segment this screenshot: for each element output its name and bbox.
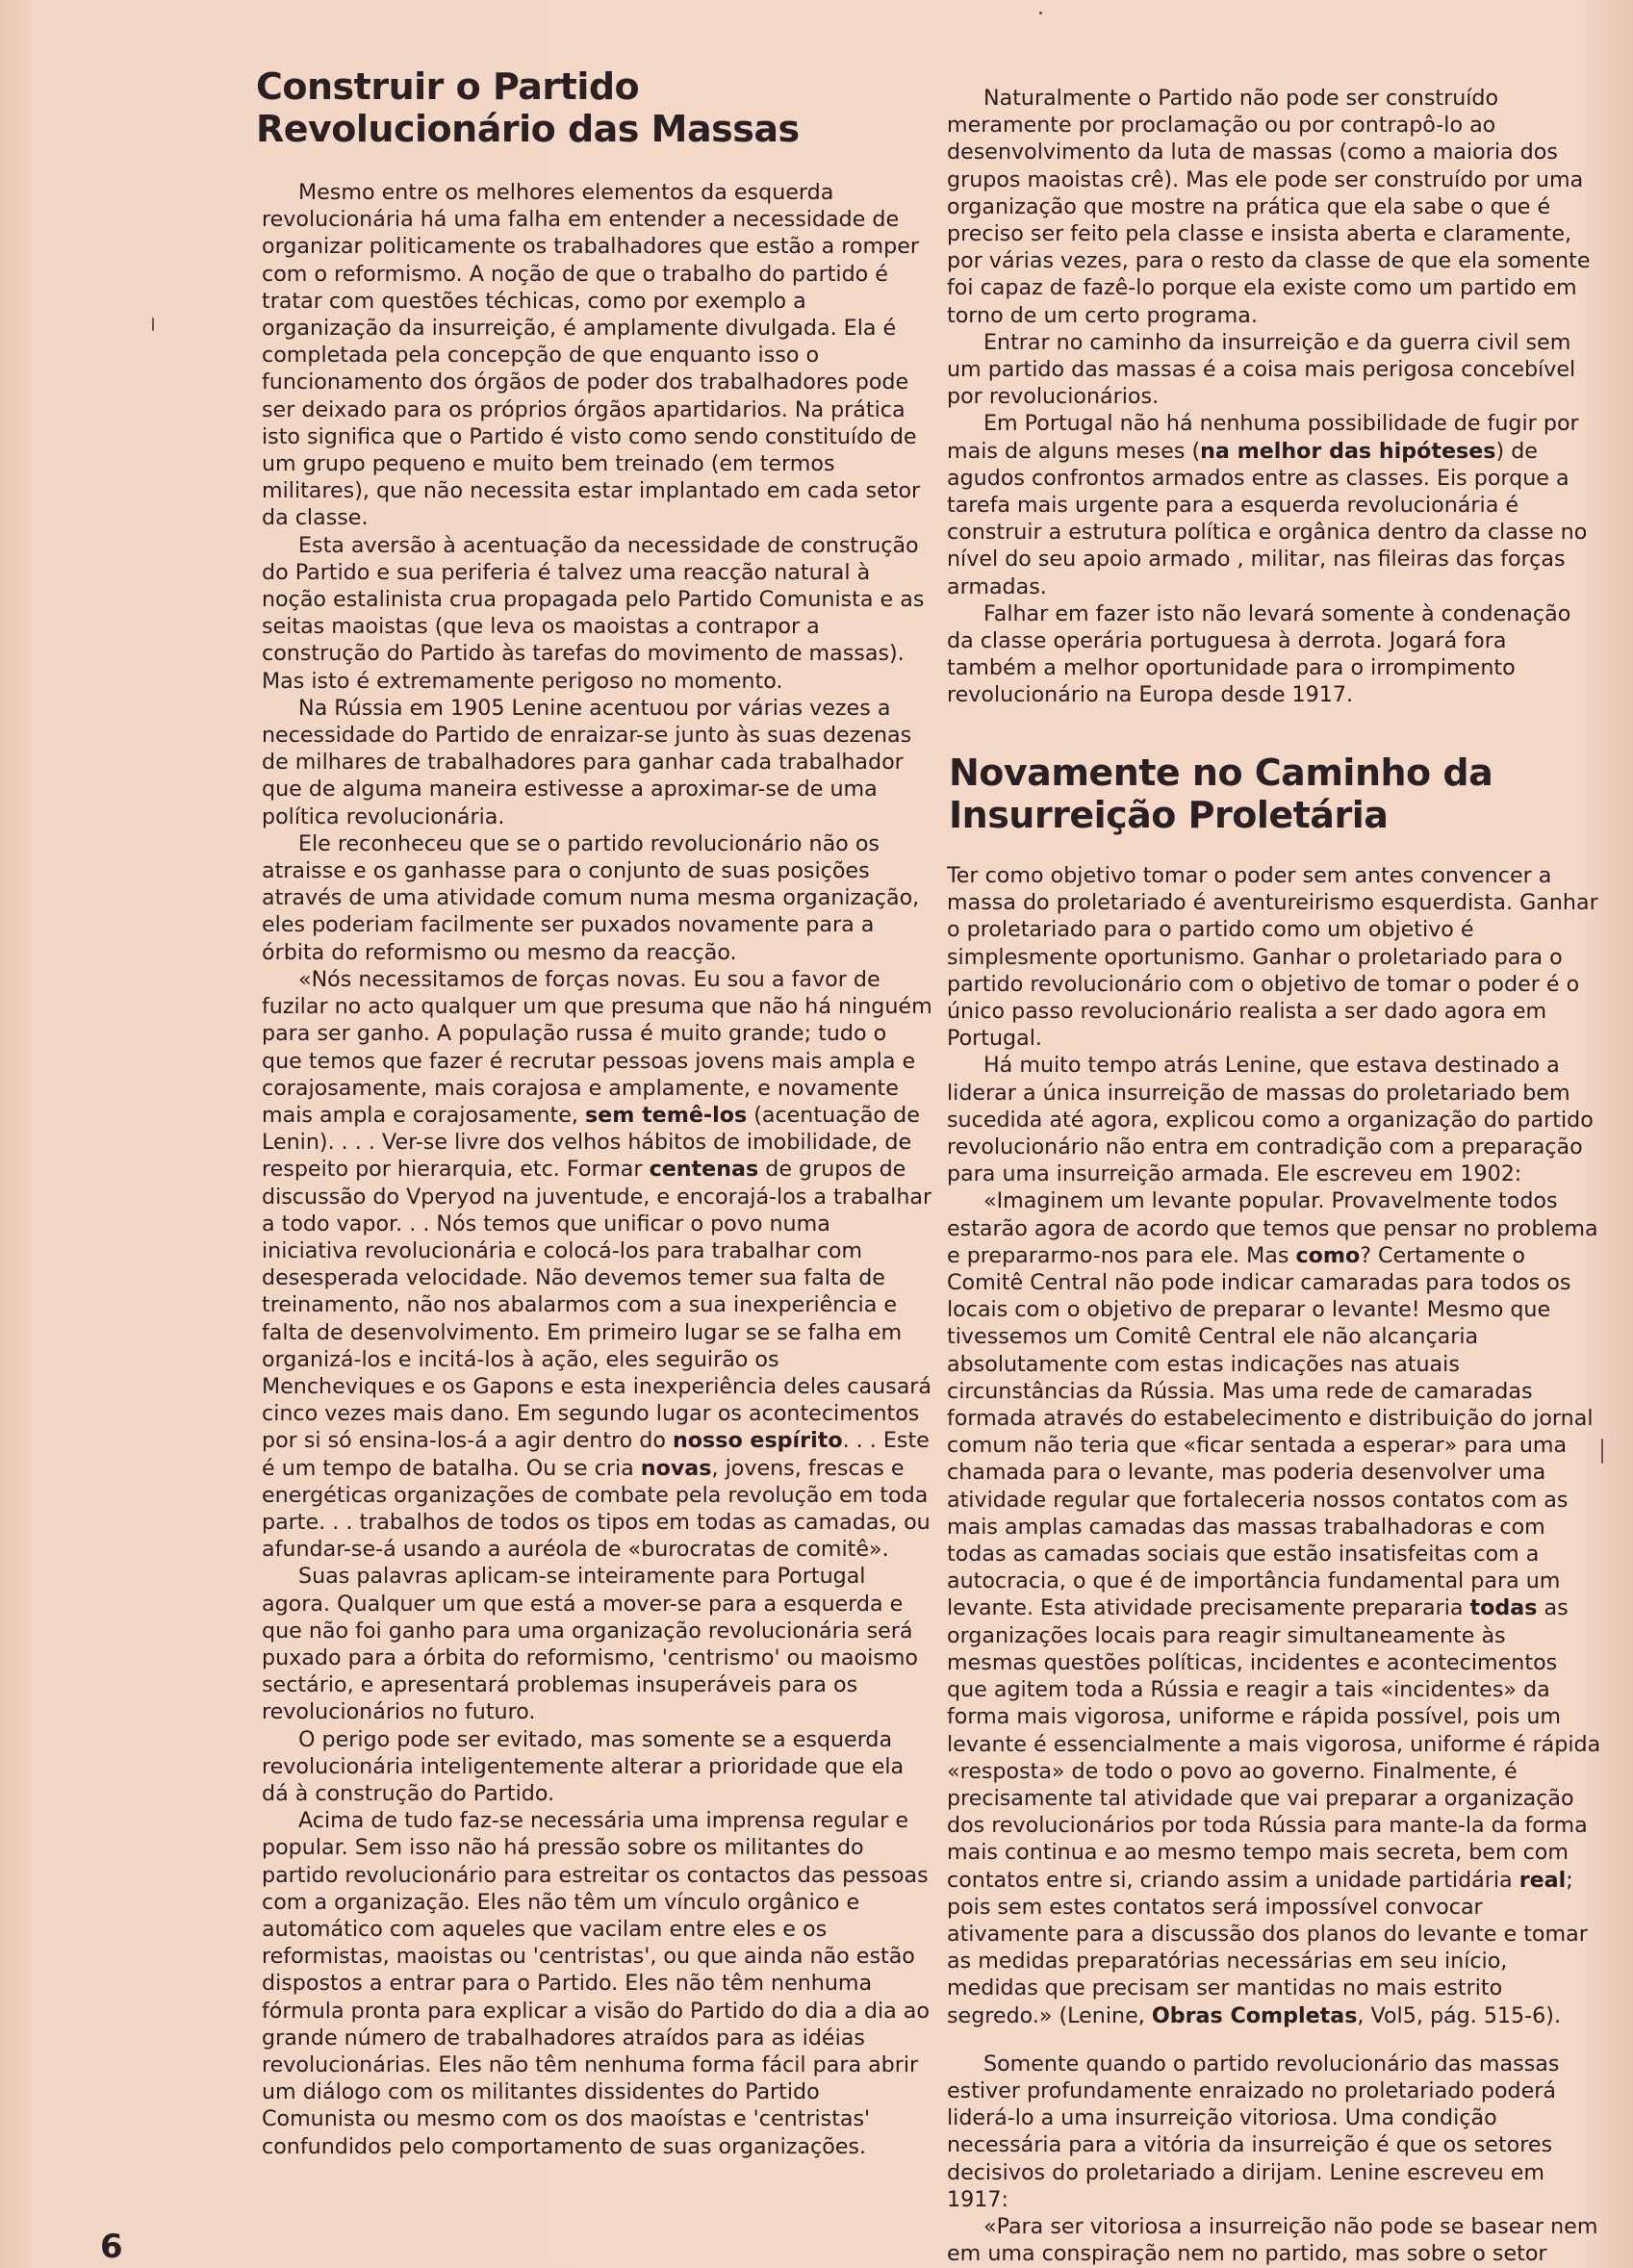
quote-emphasis: novas — [640, 1455, 712, 1481]
body-paragraph: Naturalmente o Partido não pode ser construído meramente por proclamação ou por contrapô-lo ao desenvolvimento da luta de massas (como a maioria dos grupos maoistas crê). Mas ele pode ser construído por uma organização que mostre na prática que ela sabe o que é preciso ser feito pela classe e insista aberta e claramente, por várias vezes, para o resto da classe de que ela somente foi capaz de fazê-lo porque ela existe como um partido em torno de um certo programa. — [947, 86, 1591, 328]
body-paragraph: Somente quando o partido revolucionário das massas estiver profundamente enraizado no proletariado poderá liderá-lo a uma insurreição vitoriosa. Uma condição necessária para a vitória da insurreição é que os setores decisivos do proletariado a dirijam. Lenine escreveu em 1917: — [947, 2051, 1560, 2212]
body-paragraph: Suas palavras aplicam-se inteiramente para Portugal agora. Qualquer um que está a mover-se para a esquerda e que não foi ganho para uma organização revolucionária será puxado para a órbita do reformismo, 'centrismo' ou maoismo sectário, e apresentará problemas insuperáveis para os revolucionários no futuro. — [262, 1564, 919, 1725]
print-speck — [152, 318, 154, 331]
lenin-quote — [262, 966, 932, 1563]
quote-text: ? Certamente o Comitê Central não pode indicar camaradas para todos os locais com o objetivo de preparar o levante! Mesmo que tivessemos um Comitê Central ele não alcançaria absolutamente com estas indicações nas atuais circunstâncias da Rússia. Mas uma rede de camaradas formada através do estabelecimento e distribuição do jornal comum não teria que «ficar sentada a esperar» para uma chamada para o levante, mas poderia desenvolver uma atividade regular que fortaleceria nossos contatos com as mais amplas camadas das massas trabalhadoras e com todas as camadas sociais que estão insatisfeitas com a autocracia, o que é de importância fundamental para um levante. Esta atividade precisamente prepararia — [947, 1242, 1594, 1621]
body-paragraph: Mesmo entre os melhores elementos da esquerda revolucionária há uma falha em entender a necessidade de organizar politicamente os trabalhadores que estão a romper com o reformismo. A noção de que o trabalho do partido é tratar com questões téchicas, como por exemplo a organização da insurreição, é amplamente divulgada. Ela é completada pela concepção de que enquanto isso o funcionamento dos órgãos de poder dos trabalhadores pode ser deixado para os próprios órgãos apartidarios. Na prática isto significa que o Partido é visto como sendo constituído de um grupo pequeno e muito bem treinado (em termos militares), que não necessita estar implantado em cada setor da classe. — [262, 180, 921, 531]
body-paragraph: Esta aversão à acentuação da necessidade de construção do Partido e sua periferia é talvez uma reacção natural à noção estalinista crua propagada pelo Partido Comunista e as seitas maoistas (que leva os maoistas a contrapor a construção do Partido às tarefas do movimento de massas). Mas isto é extremamente perigoso no momento. — [262, 532, 925, 694]
body-paragraph: «Para ser vitoriosa a insurreição não pode se basear nem em uma conspiração nem no partido, mas sobre o setor — [947, 2213, 1598, 2267]
quote-text: , jovens, frescas e energéticas organizações de combate pela revolução em toda parte. . . trabalhos de todos os tipos em todas as camadas, ou afundar-se-á usando a auréola de «burocratas de comitê». — [262, 1455, 931, 1563]
lenin-quote — [947, 1187, 1601, 2028]
quote-emphasis: todas — [1469, 1595, 1538, 1621]
quote-emphasis: como — [1295, 1242, 1361, 1268]
body-paragraph — [947, 410, 1601, 599]
quote-text: ; pois sem estes contatos será impossível convocar ativamente para a discussão dos planos do levante e tomar as medidas preparatórias necessárias em seu início, medidas que precisam ser mantidas no mais estrito segredo.» (Lenine, — [947, 1867, 1588, 2028]
right-column-top — [947, 85, 1601, 709]
body-paragraph: Na Rússia em 1905 Lenine acentuou por várias vezes a necessidade do Partido de enraizar-se junto às suas dezenas de milhares de trabalhadores para ganhar cada trabalhador que de alguma maneira estivesse a aproximar-se de uma política revolucionária. — [262, 695, 912, 829]
paragraph-emphasis: na melhor das hipóteses — [1200, 438, 1496, 464]
paragraph-text: Em Portugal não há nenhuma possibilidade de fugir por mais de alguns meses ( — [947, 411, 1579, 464]
quote-text: «Nós necessitamos de forças novas. Eu sou a favor de fuzilar no acto qualquer um que presuma que não há ninguém para ser ganho. A população russa é muito grande; tudo o que temos que fazer é recrutar pessoas jovens mais ampla e corajosamente, mais corajosa e amplamente, e novamente mais ampla e corajosamente, — [262, 966, 932, 1128]
section-title-right: Novamente no Caminho da Insurreição Proletária — [949, 752, 1493, 836]
body-paragraph: Falhar em fazer isto não levará somente à condenação da classe operária portuguesa à derrota. Jogará fora também a melhor oportunidade para o irrompimento revolucionário na Europa desde 1917. — [947, 600, 1571, 708]
quote-text: de grupos de discussão do Vperyod na juventude, e encorajá-los a trabalhar a todo vapor. . . Nós temos que unificar o povo numa iniciativa revolucionária e colocá-los para trabalhar com desesperada velocidade. Não devemos temer sua falta de treinamento, não nos abalarmos com a sua inexperiência e falta de desenvolvimento. Em primeiro lugar se se falha em organizá-los e incitá-los à ação, eles seguirão os Mencheviques e os Gapons e esta inexperiência deles causará cinco vezes mais dano. Em segundo lugar os acontecimentos por si só ensina-los-á a agir dentro do — [262, 1157, 932, 1454]
body-paragraph: Entrar no caminho da insurreição e da guerra civil sem um partido das massas é a coisa mais perigosa concebível por revolucionários. — [947, 329, 1576, 410]
right-column-bottom — [947, 862, 1601, 2267]
left-column — [262, 179, 932, 2160]
body-paragraph: Ele reconheceu que se o partido revolucionário não os atraisse e os ganhasse para o conjunto de suas posições através de uma atividade comum numa mesma organização, eles poderiam facilmente ser puxados novamente para a órbita do reformismo ou mesmo da reacção. — [262, 830, 920, 965]
paragraph-text: ) de agudos confrontos armados entre as classes. Eis porque a tarefa mais urgente para a esquerda revolucionária é construir a estrutura política e orgânica dentro da classe no nível do seu apoio armado , militar, nas fileiras das forças armadas. — [947, 438, 1588, 599]
quote-emphasis: centenas — [649, 1157, 759, 1183]
body-paragraph: O perigo pode ser evitado, mas somente se a esquerda revolucionária inteligentemente alterar a prioridade que ela dá à construção do Partido. — [262, 1726, 905, 1806]
quote-text: , Vol5, pág. 515-6). — [1357, 2002, 1561, 2028]
page-number: 6 — [100, 2228, 123, 2266]
quote-text: «Imaginem um levante popular. Provavelmente todos estarão agora de acordo que temos que pensar no problema e prepararmo-nos para ele. Mas — [947, 1188, 1598, 1268]
article-title-left: Construir o Partido Revolucionário das Massas — [256, 65, 800, 150]
quote-text: . . . Este é um tempo de batalha. Ou se cria — [262, 1428, 930, 1481]
quote-text: as organizações locais para reagir simultaneamente às mesmas questões políticas, incidentes e acontecimentos que agitem toda a Rússia e reagir a tais «incidentes» da forma mais vigorosa, uniforme e rápida possível, pois um levante é essencialmente a mais vigorosa, uniforme é rápida «resposta» de todo o povo ao governo. Finalmente, é precisamente tal atividade que vai preparar a organização dos revolucionários por toda Rússia para mante-la da forma mais continua e ao mesmo tempo mais secreta, bem com contatos entre si, criando assim a unidade partidária — [947, 1595, 1601, 1893]
quote-emphasis: Obras Completas — [1151, 2002, 1358, 2028]
print-speck — [1601, 1439, 1603, 1464]
body-paragraph: Há muito tempo atrás Lenine, que estava destinado a liderar a única insurreição de massas do proletariado bem sucedida até agora, explicou como a organização do partido revolucionário não entra em contradição com a preparação para uma insurreição armada. Ele escreveu em 1902: — [947, 1053, 1594, 1187]
body-paragraph: Acima de tudo faz-se necessária uma imprensa regular e popular. Sem isso não há pressão sobre os militantes do partido revolucionário para estreitar os contactos das pessoas com a organização. Eles não têm um vínculo orgânico e automático com aqueles que vacilam entre eles e os reformistas, maoistas ou 'centristas', ou que ainda não estão dispostos a entrar para o Partido. Eles não têm nenhuma fórmula pronta para explicar a visão do Partido do dia a dia ao grande número de trabalhadores atraídos para as idéias revolucionárias. Eles não têm nenhuma forma fácil para abrir um diálogo com os militantes dissidentes do Partido Comunista ou mesmo com os dos maoístas e 'centristas' confundidos pelo comportamento de suas organizações. — [262, 1808, 930, 2159]
quote-emphasis: sem temê-los — [584, 1102, 748, 1128]
quote-emphasis: nosso espírito — [673, 1428, 843, 1454]
body-paragraph: Ter como objetivo tomar o poder sem antes convencer a massa do proletariado é aventureirismo esquerdista. Ganhar o proletariado para o partido como um objetivo é simplesmente oportunismo. Ganhar o proletariado para o partido revolucionário com o objetivo de tomar o poder é o único passo revolucionário realista a ser dado agora em Portugal. — [947, 863, 1598, 1052]
quote-emphasis: real — [1518, 1867, 1567, 1893]
print-speck — [1039, 12, 1042, 14]
quote-text: (acentuação de Lenin). . . . Ver-se livre dos velhos hábitos de imobilidade, de respeito por hierarquia, etc. Formar — [262, 1102, 920, 1183]
